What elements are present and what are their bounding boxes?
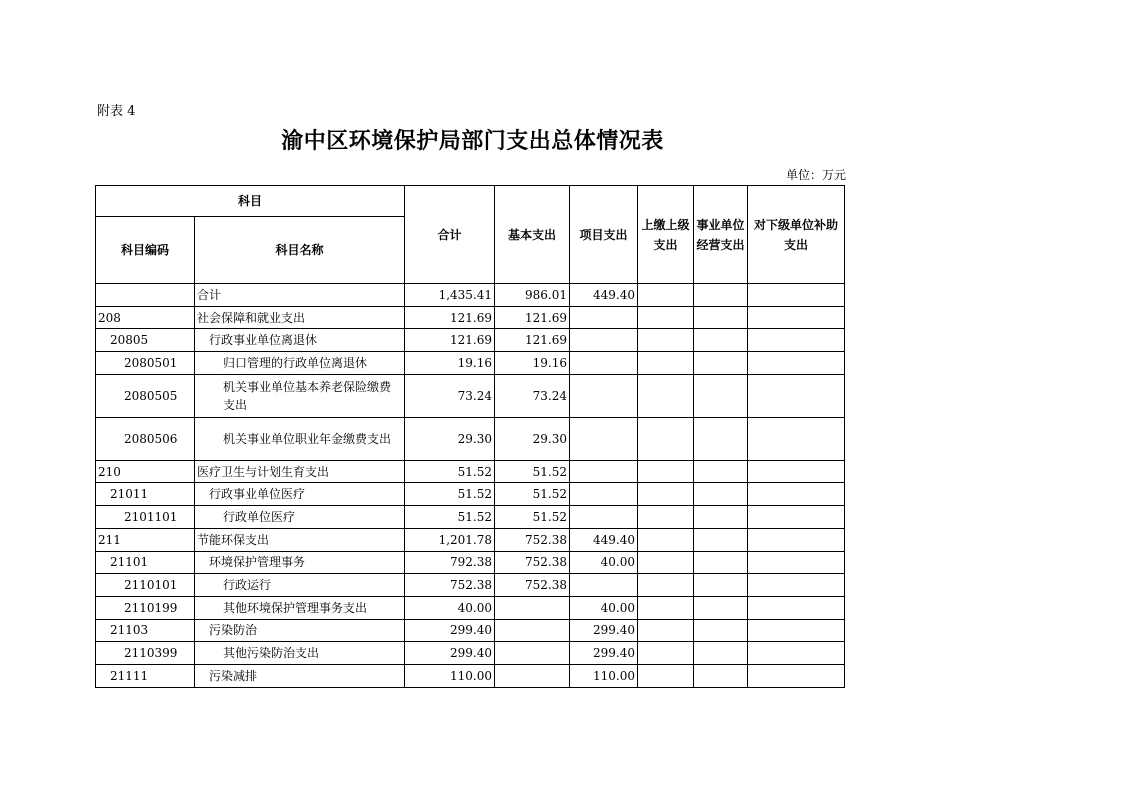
row-subsidy-cell [748, 329, 845, 352]
row-business-cell [694, 551, 748, 574]
table-row [96, 460, 845, 483]
row-name-cell: 其他环境保护管理事务支出 [195, 596, 405, 619]
row-name-cell: 行政运行 [195, 574, 405, 597]
row-total-cell: 1,435.41 [405, 284, 495, 307]
row-upper-cell [638, 619, 694, 642]
expenditure-table [95, 185, 845, 688]
row-basic-cell: 51.52 [495, 460, 570, 483]
row-total-cell: 19.16 [405, 352, 495, 375]
row-code-cell: 21101 [96, 551, 195, 574]
row-project-cell: 40.00 [570, 551, 638, 574]
row-name-cell: 其他污染防治支出 [195, 642, 405, 665]
row-project-cell: 40.00 [570, 596, 638, 619]
row-total-cell: 51.52 [405, 460, 495, 483]
row-basic-cell: 752.38 [495, 574, 570, 597]
row-upper-cell [638, 642, 694, 665]
row-upper-cell [638, 352, 694, 375]
row-upper-cell [638, 596, 694, 619]
row-project-cell [570, 329, 638, 352]
row-name-cell: 社会保障和就业支出 [195, 306, 405, 329]
table-row [96, 483, 845, 506]
row-name-cell: 机关事业单位基本养老保险缴费支出 [195, 374, 405, 417]
unit-label: 单位：万元 [785, 168, 846, 182]
row-business-cell [694, 574, 748, 597]
row-basic-cell: 121.69 [495, 329, 570, 352]
row-name-cell: 行政事业单位医疗 [195, 483, 405, 506]
row-basic-cell [495, 664, 570, 687]
row-project-cell [570, 306, 638, 329]
row-basic-cell: 73.24 [495, 374, 570, 417]
row-subsidy-cell [748, 664, 845, 687]
header-upper: 上缴上级支出 [638, 186, 694, 284]
row-business-cell [694, 596, 748, 619]
row-subsidy-cell [748, 284, 845, 307]
row-business-cell [694, 642, 748, 665]
row-project-cell [570, 374, 638, 417]
row-total-cell: 299.40 [405, 619, 495, 642]
header-subsidy: 对下级单位补助支出 [748, 186, 845, 284]
table-row [96, 551, 845, 574]
appendix-label: 附表 4 [97, 104, 136, 119]
row-total-cell: 51.52 [405, 506, 495, 529]
row-business-cell [694, 329, 748, 352]
header-business: 事业单位经营支出 [694, 186, 748, 284]
row-business-cell [694, 352, 748, 375]
row-total-cell: 752.38 [405, 574, 495, 597]
header-name: 科目名称 [195, 217, 405, 284]
row-business-cell [694, 664, 748, 687]
row-upper-cell [638, 284, 694, 307]
row-subsidy-cell [748, 642, 845, 665]
row-code-cell: 2080506 [96, 417, 195, 460]
row-project-cell: 449.40 [570, 528, 638, 551]
row-business-cell [694, 417, 748, 460]
row-subsidy-cell [748, 596, 845, 619]
row-upper-cell [638, 306, 694, 329]
row-subsidy-cell [748, 619, 845, 642]
table-row [96, 619, 845, 642]
row-upper-cell [638, 329, 694, 352]
row-upper-cell [638, 374, 694, 417]
row-business-cell [694, 460, 748, 483]
table-row [96, 528, 845, 551]
row-total-cell: 73.24 [405, 374, 495, 417]
header-code: 科目编码 [96, 217, 195, 284]
row-code-cell: 2110101 [96, 574, 195, 597]
row-total-cell: 1,201.78 [405, 528, 495, 551]
table-body [96, 284, 845, 688]
row-basic-cell [495, 596, 570, 619]
row-code-cell: 2110399 [96, 642, 195, 665]
row-project-cell [570, 483, 638, 506]
row-upper-cell [638, 551, 694, 574]
row-code-cell [96, 284, 195, 307]
row-total-cell: 29.30 [405, 417, 495, 460]
header-total: 合计 [405, 186, 495, 284]
row-upper-cell [638, 460, 694, 483]
row-project-cell: 299.40 [570, 642, 638, 665]
row-name-cell: 归口管理的行政单位离退休 [195, 352, 405, 375]
row-upper-cell [638, 506, 694, 529]
table-row [96, 284, 845, 307]
row-subsidy-cell [748, 551, 845, 574]
row-basic-cell: 29.30 [495, 417, 570, 460]
row-total-cell: 110.00 [405, 664, 495, 687]
row-code-cell: 21011 [96, 483, 195, 506]
row-basic-cell: 752.38 [495, 528, 570, 551]
row-business-cell [694, 306, 748, 329]
row-name-cell: 行政单位医疗 [195, 506, 405, 529]
row-upper-cell [638, 483, 694, 506]
row-code-cell: 2110199 [96, 596, 195, 619]
header-basic: 基本支出 [495, 186, 570, 284]
row-subsidy-cell [748, 528, 845, 551]
row-basic-cell: 19.16 [495, 352, 570, 375]
row-project-cell: 299.40 [570, 619, 638, 642]
row-name-cell: 节能环保支出 [195, 528, 405, 551]
row-code-cell: 210 [96, 460, 195, 483]
row-subsidy-cell [748, 460, 845, 483]
row-name-cell: 行政事业单位离退休 [195, 329, 405, 352]
row-name-cell: 环境保护管理事务 [195, 551, 405, 574]
table-row [96, 417, 845, 460]
row-subsidy-cell [748, 306, 845, 329]
row-total-cell: 299.40 [405, 642, 495, 665]
table-row [96, 306, 845, 329]
row-code-cell: 21111 [96, 664, 195, 687]
row-total-cell: 40.00 [405, 596, 495, 619]
row-business-cell [694, 284, 748, 307]
row-code-cell: 208 [96, 306, 195, 329]
row-total-cell: 51.52 [405, 483, 495, 506]
row-upper-cell [638, 574, 694, 597]
row-subsidy-cell [748, 417, 845, 460]
row-project-cell [570, 417, 638, 460]
table-row [96, 596, 845, 619]
row-basic-cell [495, 642, 570, 665]
row-business-cell [694, 528, 748, 551]
row-code-cell: 2080505 [96, 374, 195, 417]
row-project-cell [570, 506, 638, 529]
row-name-cell: 医疗卫生与计划生育支出 [195, 460, 405, 483]
table-row [96, 329, 845, 352]
row-basic-cell: 986.01 [495, 284, 570, 307]
row-code-cell: 2101101 [96, 506, 195, 529]
row-code-cell: 21103 [96, 619, 195, 642]
row-basic-cell: 51.52 [495, 506, 570, 529]
row-code-cell: 211 [96, 528, 195, 551]
row-name-cell: 污染防治 [195, 619, 405, 642]
row-subsidy-cell [748, 374, 845, 417]
row-name-cell: 合计 [195, 284, 405, 307]
table-row [96, 574, 845, 597]
header-subject: 科目 [96, 186, 405, 217]
row-basic-cell: 121.69 [495, 306, 570, 329]
row-name-cell: 机关事业单位职业年金缴费支出 [195, 417, 405, 460]
row-business-cell [694, 506, 748, 529]
row-code-cell: 2080501 [96, 352, 195, 375]
table-row [96, 664, 845, 687]
row-project-cell [570, 574, 638, 597]
row-project-cell [570, 352, 638, 375]
row-project-cell: 449.40 [570, 284, 638, 307]
row-basic-cell: 51.52 [495, 483, 570, 506]
row-upper-cell [638, 664, 694, 687]
row-project-cell [570, 460, 638, 483]
table-row [96, 642, 845, 665]
row-basic-cell [495, 619, 570, 642]
row-project-cell: 110.00 [570, 664, 638, 687]
row-total-cell: 121.69 [405, 306, 495, 329]
row-subsidy-cell [748, 352, 845, 375]
table-row [96, 506, 845, 529]
row-subsidy-cell [748, 483, 845, 506]
row-name-cell: 污染减排 [195, 664, 405, 687]
page-title: 渝中区环境保护局部门支出总体情况表 [281, 128, 664, 154]
row-business-cell [694, 619, 748, 642]
row-code-cell: 20805 [96, 329, 195, 352]
row-basic-cell: 752.38 [495, 551, 570, 574]
table-row [96, 352, 845, 375]
row-business-cell [694, 483, 748, 506]
row-total-cell: 121.69 [405, 329, 495, 352]
row-upper-cell [638, 528, 694, 551]
header-project: 项目支出 [570, 186, 638, 284]
row-upper-cell [638, 417, 694, 460]
row-subsidy-cell [748, 574, 845, 597]
row-total-cell: 792.38 [405, 551, 495, 574]
table-row [96, 374, 845, 417]
row-subsidy-cell [748, 506, 845, 529]
row-business-cell [694, 374, 748, 417]
